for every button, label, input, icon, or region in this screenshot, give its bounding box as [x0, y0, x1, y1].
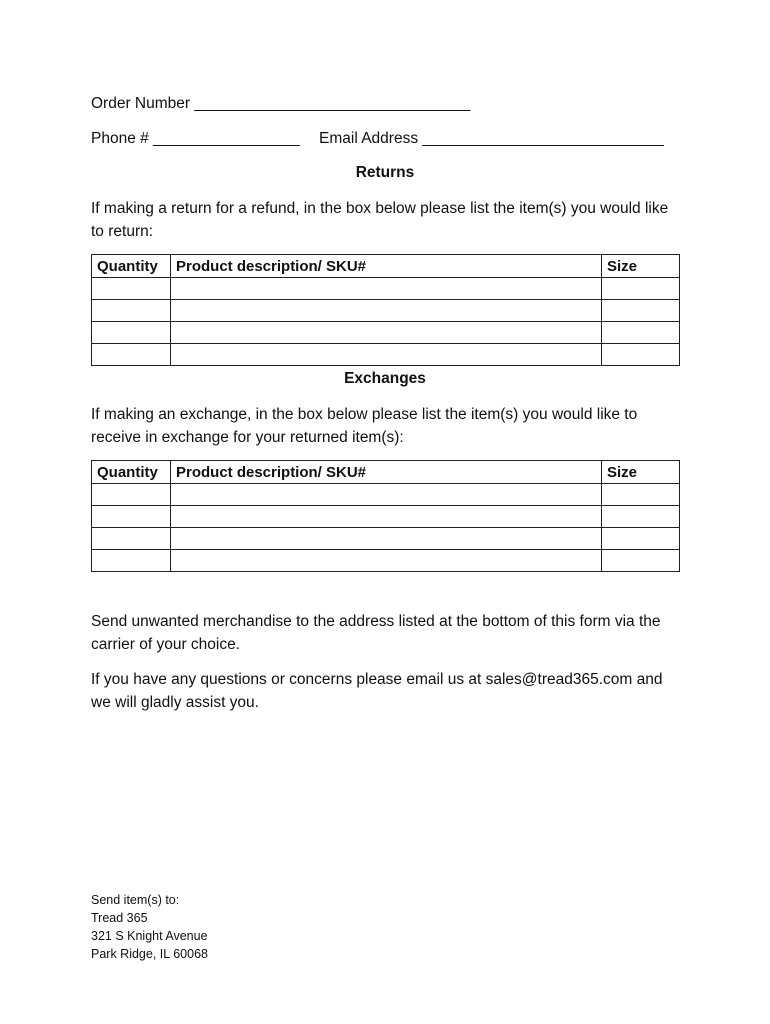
column-header-size: Size	[602, 461, 680, 484]
exchanges-heading: Exchanges	[344, 370, 426, 387]
table-header-row	[92, 255, 680, 278]
quantity-cell[interactable]	[92, 300, 171, 322]
column-header-product: Product description/ SKU#	[171, 255, 602, 278]
product-cell[interactable]	[171, 528, 602, 550]
size-cell[interactable]	[602, 506, 680, 528]
table-row	[92, 278, 680, 300]
address-street: 321 S Knight Avenue	[91, 929, 208, 943]
quantity-cell[interactable]	[92, 506, 171, 528]
returns-heading: Returns	[355, 164, 415, 181]
table-row	[92, 322, 680, 344]
table-row	[92, 484, 680, 506]
product-cell[interactable]	[171, 300, 602, 322]
product-cell[interactable]	[171, 344, 602, 366]
table-row	[92, 300, 680, 322]
return-address	[91, 891, 208, 963]
order-number-field[interactable]: Order Number ________________________________	[91, 95, 471, 112]
quantity-cell[interactable]	[92, 322, 171, 344]
questions-note: If you have any questions or concerns please email us at sales@tread365.com and we will gladly assist you.	[91, 671, 663, 711]
product-cell[interactable]	[171, 278, 602, 300]
table-row	[92, 550, 680, 572]
table-row	[92, 528, 680, 550]
size-cell[interactable]	[602, 344, 680, 366]
column-header-quantity: Quantity	[92, 255, 171, 278]
size-cell[interactable]	[602, 550, 680, 572]
size-cell[interactable]	[602, 528, 680, 550]
address-label: Send item(s) to:	[91, 893, 180, 907]
address-city: Park Ridge, IL 60068	[91, 947, 208, 961]
size-cell[interactable]	[602, 300, 680, 322]
quantity-cell[interactable]	[92, 528, 171, 550]
product-cell[interactable]	[171, 322, 602, 344]
table-row	[92, 506, 680, 528]
column-header-size: Size	[602, 255, 680, 278]
quantity-cell[interactable]	[92, 550, 171, 572]
quantity-cell[interactable]	[92, 344, 171, 366]
product-cell[interactable]	[171, 484, 602, 506]
size-cell[interactable]	[602, 484, 680, 506]
size-cell[interactable]	[602, 322, 680, 344]
returns-table	[91, 254, 680, 366]
exchanges-instructions: If making an exchange, in the box below please list the item(s) you would like to receive in exchange for your returned item(s):	[91, 406, 638, 446]
size-cell[interactable]	[602, 278, 680, 300]
email-field[interactable]: Email Address ____________________________	[319, 130, 664, 147]
exchanges-table	[91, 460, 680, 572]
column-header-quantity: Quantity	[92, 461, 171, 484]
product-cell[interactable]	[171, 506, 602, 528]
phone-field[interactable]: Phone # _________________	[91, 130, 300, 147]
address-company: Tread 365	[91, 911, 148, 925]
quantity-cell[interactable]	[92, 278, 171, 300]
quantity-cell[interactable]	[92, 484, 171, 506]
returns-instructions: If making a return for a refund, in the box below please list the item(s) you would like to return:	[91, 200, 669, 240]
product-cell[interactable]	[171, 550, 602, 572]
column-header-product: Product description/ SKU#	[171, 461, 602, 484]
table-header-row	[92, 461, 680, 484]
shipping-note: Send unwanted merchandise to the address listed at the bottom of this form via the carrier of your choice.	[91, 613, 661, 653]
table-row	[92, 344, 680, 366]
